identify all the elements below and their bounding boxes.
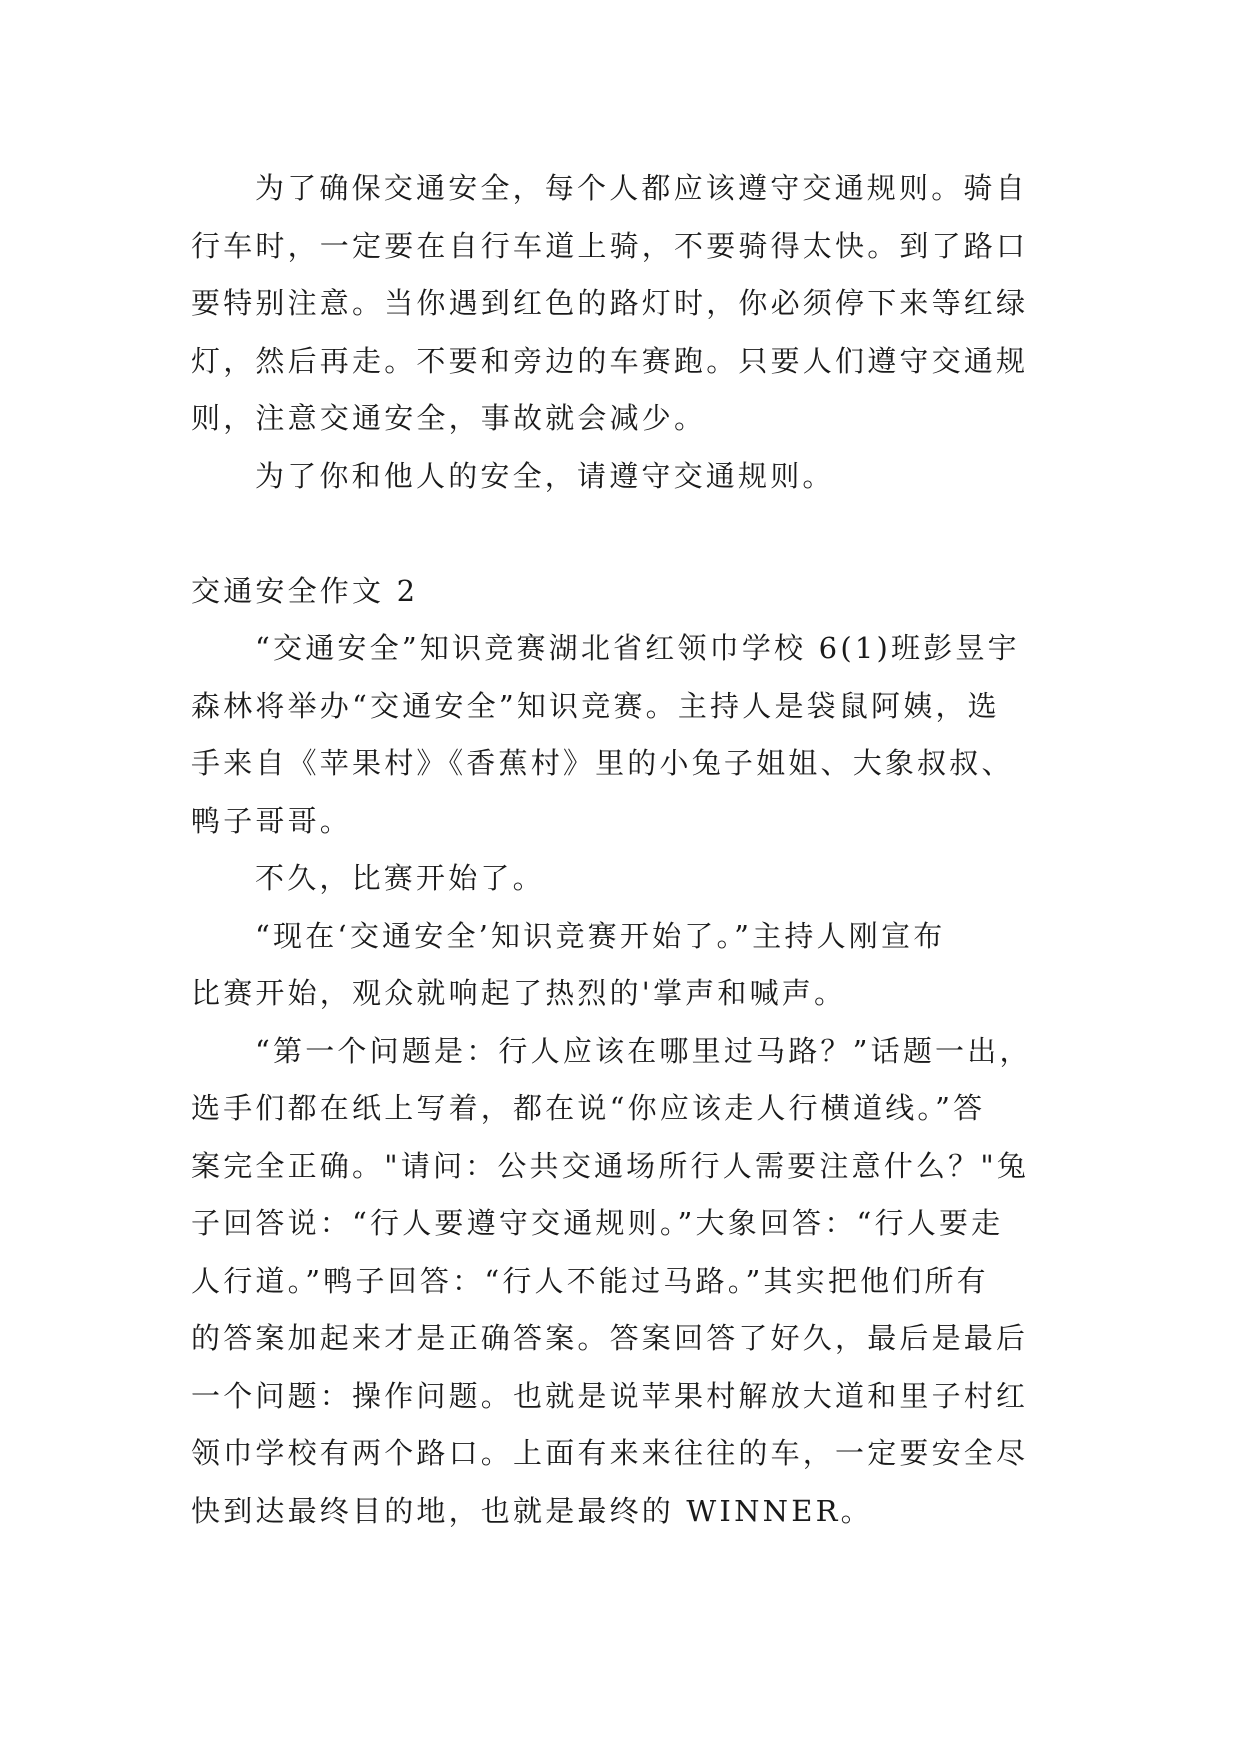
text-line: 选手们都在纸上写着，都在说“你应该走人行横道线。”答	[191, 1091, 986, 1125]
text-line: 灯，然后再走。不要和旁边的车赛跑。只要人们遵守交通规	[191, 343, 1029, 378]
text-line: 手来自《苹果村》《香蕉村》里的小兔子姐姐、大象叔叔、	[191, 746, 1014, 780]
text-line: 为了你和他人的安全，请遵守交通规则。	[255, 458, 835, 493]
essay1-paragraph-1	[191, 160, 1053, 448]
essay2-paragraph-4	[191, 1023, 1053, 1541]
text-line: 不久，比赛开始了。	[255, 861, 545, 895]
essay1-paragraph-2	[191, 448, 1053, 506]
essay2-title: 交通安全作文 2	[191, 573, 419, 608]
text-line: “现在‘交通安全’知识竞赛开始了。”主持人刚宣布	[255, 918, 946, 953]
text-line: 一个问题：操作问题。也就是说苹果村解放大道和里子村红	[191, 1378, 1029, 1413]
text-line: 快到达最终目的地，也就是最终的 WINNER。	[191, 1493, 873, 1528]
text-line: 森林将举办“交通安全”知识竞赛。主持人是袋鼠阿姨，选	[191, 688, 1000, 723]
essay2-paragraph-3	[191, 908, 1053, 1023]
text-line: 比赛开始，观众就响起了热烈的'掌声和喊声。	[191, 976, 847, 1010]
text-line: 领巾学校有两个路口。上面有来来往往的车，一定要安全尽	[191, 1436, 1029, 1470]
paragraph-gap	[191, 505, 1053, 563]
text-line: 案完全正确。"请问：公共交通场所行人需要注意什么？"兔	[191, 1148, 1030, 1183]
text-line: 人行道。”鸭子回答：“行人不能过马路。”其实把他们所有	[191, 1263, 989, 1298]
text-line: 要特别注意。当你遇到红色的路灯时，你必须停下来等红绿	[191, 286, 1029, 320]
text-line: 为了确保交通安全，每个人都应该遵守交通规则。骑自	[255, 171, 1028, 205]
text-line: 的答案加起来才是正确答案。答案回答了好久，最后是最后	[191, 1321, 1029, 1355]
text-line: “第一个问题是：行人应该在哪里过马路？”话题一出，	[255, 1033, 1032, 1068]
text-line: 行车时，一定要在自行车道上骑，不要骑得太快。到了路口	[191, 228, 1029, 263]
text-line: 则，注意交通安全，事故就会减少。	[191, 401, 707, 435]
document-body	[191, 160, 1053, 1540]
text-line: 鸭子哥哥。	[191, 803, 353, 838]
essay2-paragraph-2	[191, 850, 1053, 908]
text-line: 子回答说：“行人要遵守交通规则。”大象回答：“行人要走	[191, 1206, 1004, 1240]
essay2-paragraph-1	[191, 620, 1053, 850]
text-line: “交通安全”知识竞赛湖北省红领巾学校 6(1)班彭昱宇	[255, 631, 1020, 665]
